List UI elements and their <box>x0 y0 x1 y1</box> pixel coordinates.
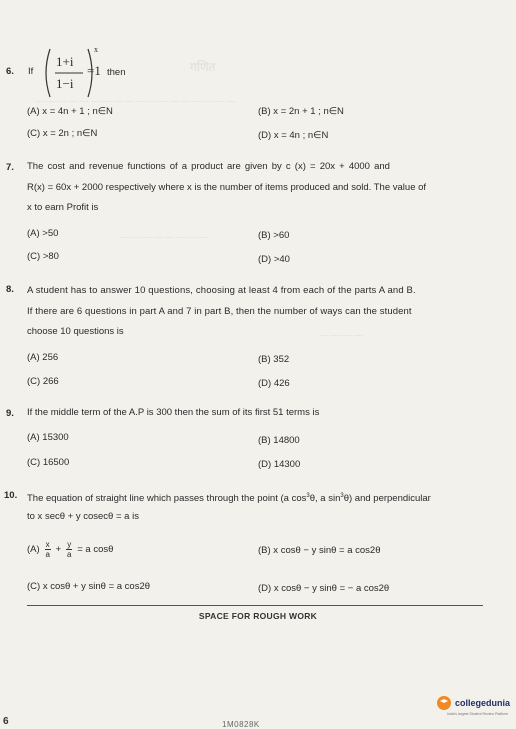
question-10-line-2: to x secθ + y cosecθ = a is <box>27 511 139 522</box>
question-6-then: then <box>107 67 126 78</box>
question-8-line-3: choose 10 questions is <box>27 326 124 337</box>
fraction-y-over-a <box>66 540 72 559</box>
question-7-line-3: x to earn Profit is <box>27 202 99 213</box>
logo-tagline: India's largest Student Review Platform <box>447 712 508 716</box>
fraction-numerator: 1+i <box>56 54 74 69</box>
option-b[interactable]: (B) 14800 <box>258 435 300 446</box>
option-a[interactable]: (A) >50 <box>27 228 59 239</box>
fraction-denominator: a <box>67 550 72 559</box>
question-10-text-a: The equation of straight line which passes through the point (a cos <box>27 493 307 505</box>
bleed-through-text: — — — — — — — — <box>120 232 208 242</box>
option-d[interactable]: (D) 426 <box>258 378 290 389</box>
option-c[interactable]: (C) x = 2n ; n∈N <box>27 128 98 139</box>
fraction-denominator: 1−i <box>56 76 74 91</box>
question-9-line-1: If the middle term of the A.P is 300 then the sum of its first 51 terms is <box>27 407 320 418</box>
question-10-text-b: θ, a sin <box>309 493 341 505</box>
collegedunia-logo <box>437 696 510 710</box>
question-number: 9. <box>6 408 14 419</box>
bleed-through-text: — — — — <box>320 330 363 340</box>
option-b[interactable]: (B) >60 <box>258 230 290 241</box>
question-number: 10. <box>4 490 18 501</box>
question-7-line-1: The cost and revenue functions of a product are given by c (x) = 20x + 4000 and <box>27 161 390 172</box>
footer-code: 1M0828K <box>222 720 260 729</box>
option-a[interactable]: (A) x = 4n + 1 ; n∈N <box>27 106 113 117</box>
option-a-rhs: = a cosθ <box>77 544 114 555</box>
bleed-through-text: — — — — — — — — — — — — — — — — — — <box>35 96 236 106</box>
option-a[interactable]: (A) 256 <box>27 352 59 363</box>
option-d[interactable]: (D) x = 4n ; n∈N <box>258 130 329 141</box>
question-10-text-c: θ) and perpendicular <box>343 493 431 505</box>
option-b[interactable]: (B) x cosθ − y sinθ = a cos2θ <box>258 545 381 556</box>
superscript: 3 <box>306 493 310 499</box>
option-b[interactable]: (B) 352 <box>258 354 290 365</box>
bleed-through-text: गणित <box>190 60 216 74</box>
question-number: 6. <box>6 66 14 77</box>
question-7-line-2: R(x) = 60x + 2000 respectively where x is the number of items produced and sold. The value of <box>27 182 427 193</box>
option-a-label: (A) <box>27 544 40 555</box>
fraction-numerator: x <box>45 540 50 549</box>
option-c[interactable]: (C) 16500 <box>27 457 70 468</box>
question-6-text <box>28 66 33 77</box>
exponent: x <box>94 45 98 54</box>
superscript: 3 <box>340 493 344 499</box>
option-d[interactable]: (D) >40 <box>258 254 290 265</box>
option-c[interactable]: (C) >80 <box>27 251 59 262</box>
rough-work-label: SPACE FOR ROUGH WORK <box>198 611 318 621</box>
option-a[interactable]: (A) 15300 <box>27 432 69 443</box>
question-6-if: If <box>28 66 34 77</box>
question-8-line-2: If there are 6 questions in part A and 7 in part B, then the number of ways can the student <box>27 306 412 317</box>
fraction-denominator: a <box>45 550 50 559</box>
question-6-rhs: =1 <box>87 63 101 78</box>
option-d[interactable]: (D) x cosθ − y sinθ = − a cos2θ <box>258 583 390 594</box>
option-a[interactable] <box>27 540 113 559</box>
question-number: 7. <box>6 162 14 173</box>
question-number: 8. <box>6 284 14 295</box>
page-number: 6 <box>3 716 9 727</box>
question-10-line-1 <box>27 486 431 509</box>
plus-sign: + <box>55 544 62 555</box>
option-d[interactable]: (D) 14300 <box>258 459 301 470</box>
graduation-cap-icon <box>437 696 451 710</box>
option-b[interactable]: (B) x = 2n + 1 ; n∈N <box>258 106 344 117</box>
option-c[interactable]: (C) x cosθ + y sinθ = a cos2θ <box>27 581 151 592</box>
option-c[interactable]: (C) 266 <box>27 376 59 387</box>
fraction-x-over-a <box>45 540 51 559</box>
question-8-line-1: A student has to answer 10 questions, choosing at least 4 from each of the parts A and B. <box>27 285 416 296</box>
divider <box>27 605 483 606</box>
logo-name: collegedunia <box>454 698 510 708</box>
fraction-numerator: y <box>67 540 72 549</box>
